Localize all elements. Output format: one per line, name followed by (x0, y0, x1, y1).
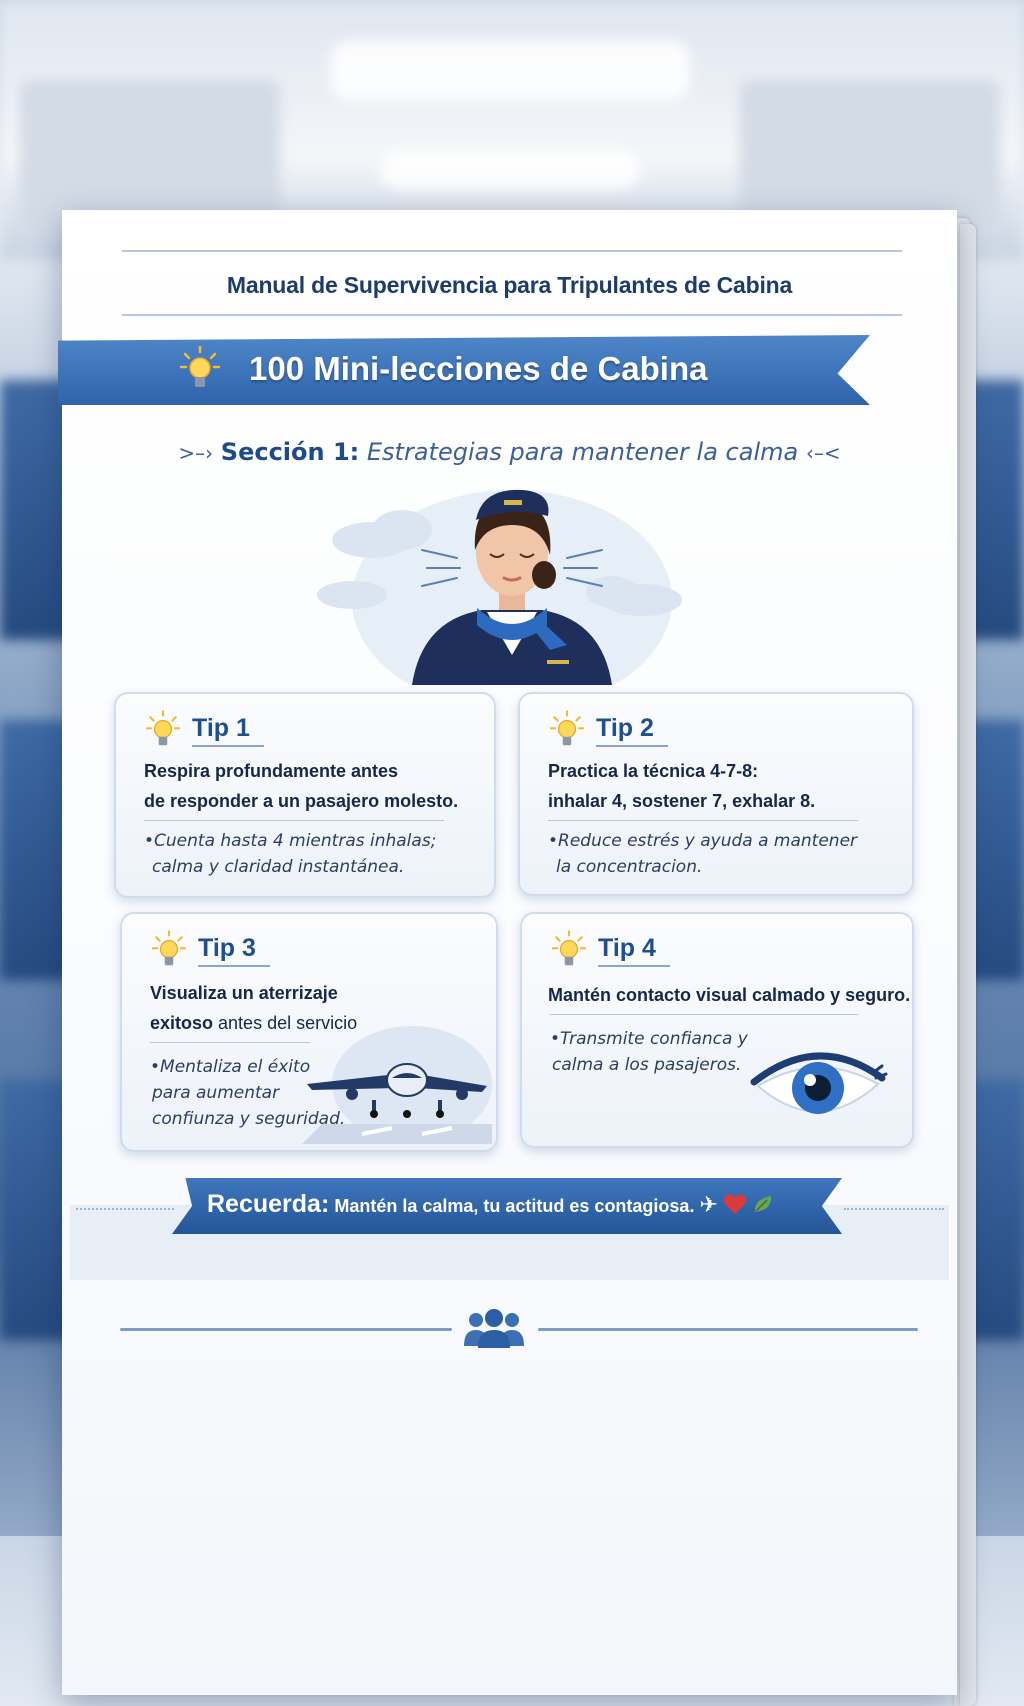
left-arrow-decoration: >–› (178, 441, 214, 465)
flight-attendant-illustration (292, 480, 732, 685)
tip-card-2 (518, 692, 914, 896)
tip-4-note-line-1: •Transmite confianca y (550, 1029, 748, 1049)
tip-1-note-line-2: calma y claridad instantánea. (152, 857, 405, 877)
tip-3-note-line-1: •Mentaliza el éxito (150, 1057, 311, 1077)
section-label: Sección 1: (220, 438, 360, 466)
people-icon (462, 1308, 526, 1350)
tip-4-label: Tip 4 (598, 934, 670, 967)
remember-label: Recuerda: (207, 1190, 330, 1218)
lightbulb-icon (146, 710, 180, 750)
lightbulb-icon (552, 930, 586, 970)
section-heading (62, 438, 957, 466)
tip-card-4 (520, 912, 914, 1148)
tip-card-1 (114, 692, 496, 898)
tip-1-note-line-1: •Cuenta hasta 4 mientras inhalas; (144, 831, 437, 851)
lightbulb-icon (152, 930, 186, 970)
banner-title: 100 Mini-lecciones de Cabina (249, 350, 708, 387)
tip-2-label: Tip 2 (596, 714, 668, 747)
tip-3-main-line-2-bold: exitoso (150, 1013, 214, 1033)
tip-2-note-line-2: la concentracion. (556, 857, 703, 877)
manual-title: Manual de Supervivencia para Tripulantes de Cabina (226, 272, 793, 298)
tip-2-main-line-2: inhalar 4, sostener 7, exhalar 8. (548, 791, 816, 811)
right-arrow-decoration: ‹–< (805, 441, 841, 465)
tip-card-3 (120, 912, 498, 1152)
tip-1-main-line-1: Respira profundamente antes (144, 761, 399, 781)
tip-3-main-line-2-rest: antes del servicio (213, 1013, 358, 1033)
airplane-icon: ✈ (699, 1193, 718, 1218)
section-title: Estrategias para mantener la calma (366, 438, 799, 466)
tip-3-label: Tip 3 (198, 934, 270, 967)
remember-banner-text (207, 1190, 774, 1219)
tip-2-note-line-1: •Reduce estrés y ayuda a mantener (548, 831, 858, 851)
leaf-icon (752, 1193, 774, 1215)
tip-2-main-line-1: Practica la técnica 4-7-8: (548, 761, 759, 781)
heart-icon (723, 1193, 747, 1215)
eye-icon (748, 1038, 888, 1130)
booklet-page (62, 210, 957, 1695)
remember-message: Mantén la calma, tu actitud es contagiosa. (334, 1196, 695, 1216)
tip-4-note-line-2: calma a los pasajeros. (552, 1055, 742, 1075)
lightbulb-icon (550, 710, 584, 750)
tip-3-note-line-3: confiunza y seguridad. (152, 1109, 346, 1129)
tip-1-label: Tip 1 (192, 714, 264, 747)
lightbulb-icon (180, 346, 220, 392)
tip-4-main-line-1: Mantén contacto visual calmado y seguro. (548, 985, 911, 1005)
tip-3-note-line-2: para aumentar (152, 1083, 280, 1103)
tip-1-main-line-2: de responder a un pasajero molesto. (144, 791, 459, 811)
tip-3-main-line-1: Visualiza un aterrizaje (150, 983, 338, 1003)
